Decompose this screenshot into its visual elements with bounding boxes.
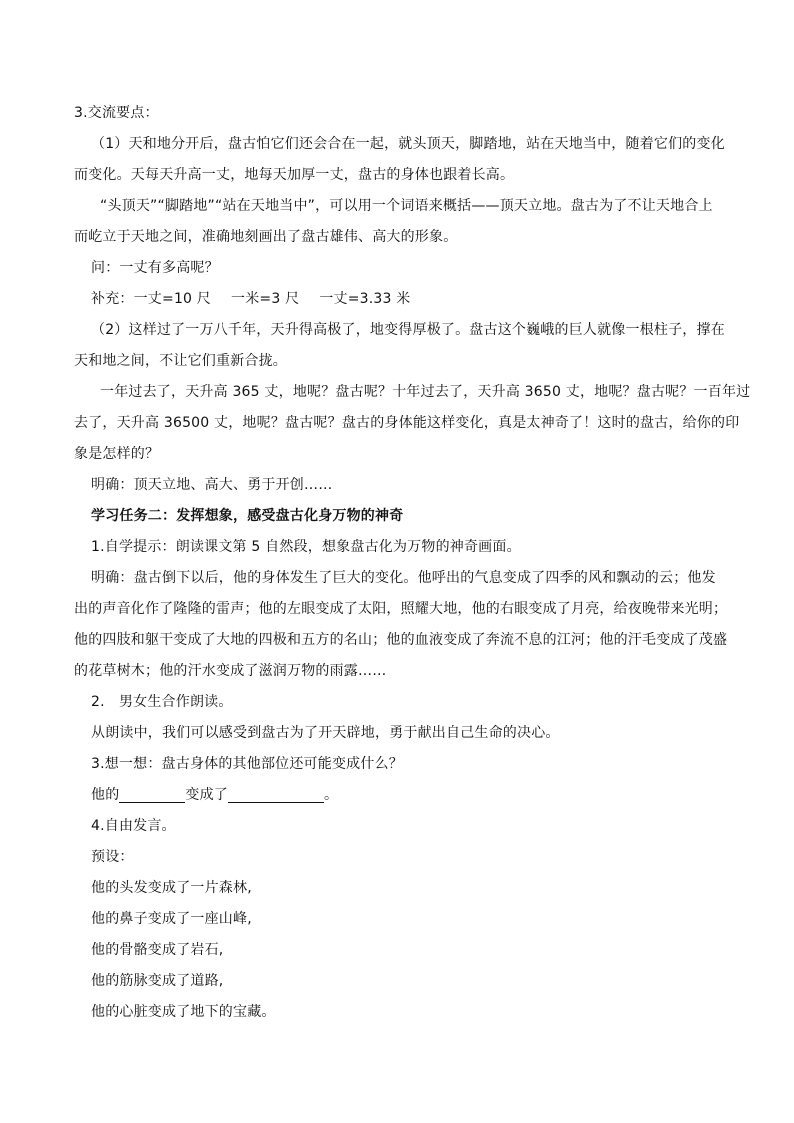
fill-blank-2 <box>228 784 324 803</box>
supplement-item-1: 一丈=10 尺 <box>133 291 212 307</box>
supplement-item-2: 一米=3 尺 <box>231 291 300 307</box>
task2-item-2: 2. 男女生合作朗读。 <box>91 694 233 710</box>
section3-heading: 3.交流要点： <box>74 105 159 121</box>
paragraph-4-line-2: 去了，天升高 36500 丈，地呢？盘古呢？盘古的身体能这样变化，真是太神奇了！这时的盘古，给你的印 <box>74 415 740 431</box>
task2-answer-line-1: 明确：盘古倒下以后，他的身体发生了巨大的变化。他呼出的气息变成了四季的风和飘动的云；他发 <box>91 570 716 586</box>
fill-part-1: 他的 <box>91 787 120 803</box>
document-body <box>74 98 751 1028</box>
fill-in-line <box>74 780 734 811</box>
paragraph-3-line-2: 天和地之间，不让它们重新合拢。 <box>74 353 287 369</box>
paragraph-1-line-2: 而变化。天每天升高一丈，地每天加厚一丈，盘古的身体也跟着长高。 <box>74 167 515 183</box>
supplement-prefix: 补充： <box>91 291 134 307</box>
paragraph-4-line-1: 一年过去了，天升高 365 丈，地呢？盘古呢？十年过去了，天升高 3650 丈，地呢？盘古呢？一百年过 <box>100 384 751 400</box>
paragraph-1-line-1: （1）天和地分开后，盘古怕它们还会合在一起，就头顶天，脚踏地，站在天地当中，随着它们的变化 <box>91 136 725 152</box>
question-line: 问：一丈有多高呢？ <box>91 260 219 276</box>
task2-item-1: 1.自学提示：朗读课文第 5 自然段，想象盘古化为万物的神奇画面。 <box>91 539 521 555</box>
paragraph-2-line-2: 而屹立于天地之间，准确地刻画出了盘古雄伟、高大的形象。 <box>74 229 458 245</box>
answer-line: 明确：顶天立地、高大、勇于开创…… <box>91 477 333 493</box>
preset-label: 预设： <box>91 849 134 865</box>
preset-item: 他的心脏变成了地下的宝藏。 <box>91 1004 276 1020</box>
paragraph-3-line-1: （2）这样过了一万八千年，天升得高极了，地变得厚极了。盘古这个巍峨的巨人就像一根柱子，撑在 <box>91 322 725 338</box>
preset-item: 他的筋脉变成了道路, <box>91 973 224 989</box>
supplement-line <box>74 284 734 315</box>
fill-blank-1 <box>119 784 185 803</box>
fill-part-2: 变成了 <box>185 787 229 803</box>
task2-heading: 学习任务二：发挥想象，感受盘古化身万物的神奇 <box>91 508 404 524</box>
preset-item: 他的骨骼变成了岩石, <box>91 942 224 958</box>
preset-item: 他的鼻子变成了一座山峰, <box>91 911 252 927</box>
task2-item-3: 3.想一想：盘古身体的其他部位还可能变成什么？ <box>91 756 403 772</box>
preset-item: 他的头发变成了一片森林, <box>91 880 252 896</box>
paragraph-4-line-3: 象是怎样的？ <box>74 446 160 462</box>
task2-answer-line-3: 他的四肢和躯干变成了大地的四极和五方的名山；他的血液变成了奔流不息的江河；他的汗毛变成了茂盛 <box>74 632 728 648</box>
supplement-item-3: 一丈=3.33 米 <box>319 291 411 307</box>
task2-answer-line-2: 出的声音化作了隆隆的雷声；他的左眼变成了太阳，照耀大地，他的右眼变成了月亮，给夜晚带来光明； <box>74 601 728 617</box>
task2-item-2-note: 从朗读中，我们可以感受到盘古为了开天辟地，勇于献出自己生命的决心。 <box>91 725 560 741</box>
fill-part-3: 。 <box>324 787 339 803</box>
paragraph-2-line-1: “头顶天”“脚踏地”“站在天地当中”，可以用一个词语来概括——顶天立地。盘古为了不让天地合上 <box>100 198 713 214</box>
task2-item-4: 4.自由发言。 <box>91 818 176 834</box>
task2-answer-line-4: 的花草树木；他的汗水变成了滋润万物的雨露…… <box>74 663 387 679</box>
